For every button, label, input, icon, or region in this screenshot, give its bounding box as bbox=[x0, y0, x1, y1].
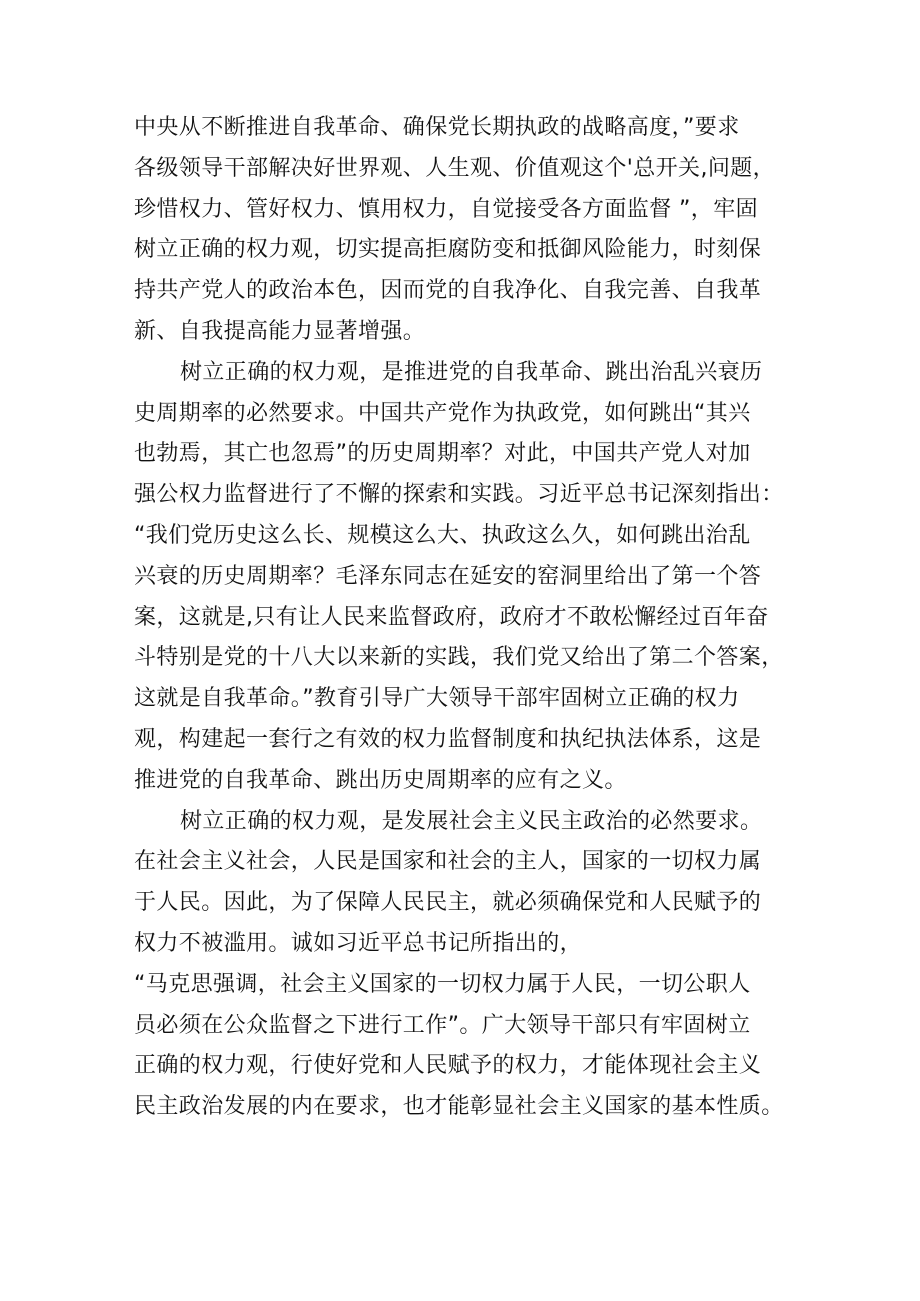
text-line: 也勃焉，其亡也忽焉”的历史周期率？对此，中国共产党人对加 bbox=[134, 441, 751, 467]
text-line: 树立正确的权力观，是推进党的自我革命、跳出治乱兴衰历 bbox=[180, 359, 763, 385]
document-body bbox=[134, 108, 814, 1128]
text-line: “马克思强调，社会主义国家的一切权力属于人民，一切公职人 bbox=[134, 971, 751, 997]
text-line: 正确的权力观，行使好党和人民赋予的权力，才能体现社会主义 bbox=[134, 1053, 762, 1079]
text-line: 权力不被滥用。诚如习近平总书记所指出的， bbox=[134, 930, 583, 956]
text-line: 案，这就是,只有让人民来监督政府，政府才不敢松懈经过百年奋 bbox=[134, 604, 769, 630]
text-line: 这就是自我革命。”教育引导广大领导干部牢固树立正确的权力 bbox=[134, 686, 740, 712]
text-line: “我们党历史这么长、规模这么大、执政这么久，如何跳出治乱 bbox=[134, 522, 751, 548]
text-line: 于人民。因此，为了保障人民民主，就必须确保党和人民赋予的 bbox=[134, 890, 762, 916]
text-line: 观，构建起一套行之有效的权力监督制度和执纪执法体系，这是 bbox=[134, 726, 762, 752]
text-line: 强公权力监督进行了不懈的探索和实践。习近平总书记深刻指出： bbox=[134, 482, 784, 508]
text-line: 各级领导干部解决好世界观、人生观、价值观这个'总开关,问题， bbox=[134, 155, 776, 181]
text-line: 史周期率的必然要求。中国共产党作为执政党，如何跳出“其兴 bbox=[134, 400, 751, 426]
text-line: 中央从不断推进自我革命、确保党长期执政的战略高度，”要求 bbox=[134, 115, 740, 140]
text-line: 兴衰的历史周期率？毛泽东同志在延安的窑洞里给出了第一个答 bbox=[134, 563, 762, 589]
text-line: 员必须在公众监督之下进行工作”。广大领导干部只有牢固树立 bbox=[134, 1012, 751, 1038]
text-line: 树立正确的权力观，是发展社会主义民主政治的必然要求。 bbox=[180, 808, 763, 834]
text-line: 推进党的自我革命、跳出历史周期率的应有之义。 bbox=[134, 767, 627, 793]
text-line: 民主政治发展的内在要求，也才能彰显社会主义国家的基本性质。 bbox=[134, 1094, 784, 1120]
text-line: 树立正确的权力观，切实提高拒腐防变和抵御风险能力，时刻保 bbox=[134, 237, 762, 263]
text-line: 持共产党人的政治本色，因而党的自我净化、自我完善、自我革 bbox=[134, 278, 762, 304]
text-line: 珍惜权力、管好权力、慎用权力，自觉接受各方面监督 ”，牢固 bbox=[134, 196, 758, 222]
text-line: 新、自我提高能力显著增强。 bbox=[134, 318, 426, 344]
text-line: 斗特别是党的十八大以来新的实践，我们党又给出了第二个答案， bbox=[134, 645, 784, 671]
text-line: 在社会主义社会，人民是国家和社会的主人，国家的一切权力属 bbox=[134, 849, 762, 875]
